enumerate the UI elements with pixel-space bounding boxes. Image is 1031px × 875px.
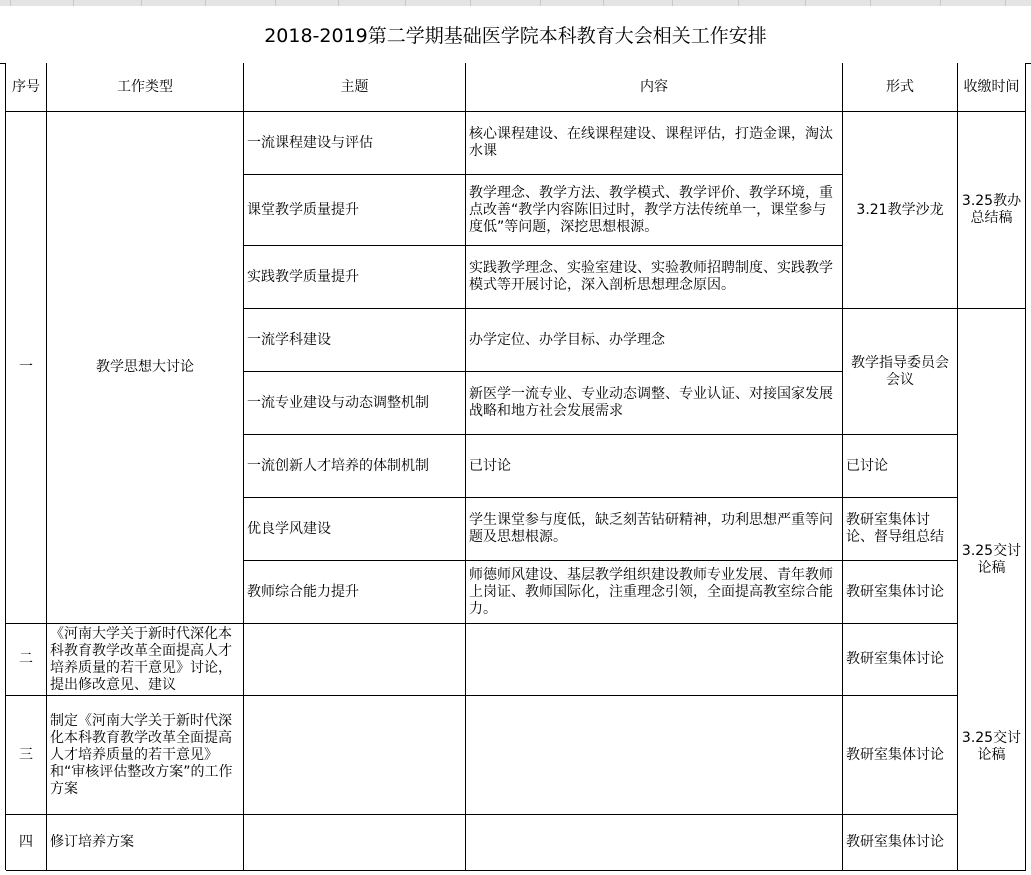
form-dept-4: 教研室集体讨论 [843, 815, 958, 871]
group-type-2: 《河南大学关于新时代深化本科教育教学改革全面提高人才培养质量的若干意见》讨论，提出修改意见、建议 [47, 624, 244, 696]
sheet-title: 2018-2019第二学期基础医学院本科教育大会相关工作安排 [0, 6, 1031, 64]
header-deadline: 收缴时间 [958, 63, 1026, 112]
row-content-1: 核心课程建设、在线课程建设、课程评估，打造金课，淘汰水课 [466, 112, 843, 175]
header-topic: 主题 [244, 63, 466, 112]
row-topic-6: 一流创新人才培养的体制机制 [244, 435, 466, 498]
group-type-4: 修订培养方案 [47, 815, 244, 871]
form-salon: 3.21教学沙龙 [843, 112, 958, 309]
group-4-content-empty [466, 815, 843, 871]
deadline-3: 3.25交讨论稿 [958, 624, 1026, 871]
header-type: 工作类型 [47, 63, 244, 112]
row-content-8: 师德师风建设、基层教学组织建设教师专业发展、青年教师上岗证、教师国际化，注重理念引领，全面提高教室综合能力。 [466, 561, 843, 624]
header-form: 形式 [843, 63, 958, 112]
group-type-1: 教学思想大讨论 [47, 112, 244, 624]
group-seq-4: 四 [6, 815, 47, 871]
row-content-5: 新医学一流专业、专业动态调整、专业认证、对接国家发展战略和地方社会发展需求 [466, 372, 843, 435]
row-content-3: 实践教学理念、实验室建设、实验教师招聘制度、实践教学模式等开展讨论，深入剖析思想理念原因。 [466, 246, 843, 309]
row-content-4: 办学定位、办学目标、办学理念 [466, 309, 843, 372]
group-3-topic-empty [244, 696, 466, 815]
form-dept-supervise: 教研室集体讨论、督导组总结 [843, 498, 958, 561]
row-content-2: 教学理念、教学方法、教学模式、教学评价、教学环境，重点改善“教学内容陈旧过时，教学方法传统单一，课堂参与度低”等问题，深挖思想根源。 [466, 175, 843, 246]
row-topic-8: 教师综合能力提升 [244, 561, 466, 624]
deadline-2: 3.25交讨论稿 [958, 309, 1026, 811]
row-topic-3: 实践教学质量提升 [244, 246, 466, 309]
group-seq-3: 三 [6, 696, 47, 815]
group-2-content-empty [466, 624, 843, 696]
row-topic-5: 一流专业建设与动态调整机制 [244, 372, 466, 435]
group-type-3: 制定《河南大学关于新时代深化本科教育教学改革全面提高人才培养质量的若干意见》和“审核评估整改方案”的工作方案 [47, 696, 244, 815]
form-dept-2: 教研室集体讨论 [843, 624, 958, 696]
form-discussed: 已讨论 [843, 435, 958, 498]
row-topic-1: 一流课程建设与评估 [244, 112, 466, 175]
deadline-1: 3.25教办总结稿 [958, 112, 1026, 309]
row-topic-7: 优良学风建设 [244, 498, 466, 561]
header-seq: 序号 [6, 63, 47, 112]
group-3-content-empty [466, 696, 843, 815]
row-content-6: 已讨论 [466, 435, 843, 498]
header-content: 内容 [466, 63, 843, 112]
row-topic-4: 一流学科建设 [244, 309, 466, 372]
row-topic-2: 课堂教学质量提升 [244, 175, 466, 246]
form-dept-1: 教研室集体讨论 [843, 561, 958, 624]
form-committee: 教学指导委员会会议 [843, 309, 958, 435]
group-seq-1: 一 [6, 112, 47, 624]
form-dept-3: 教研室集体讨论 [843, 696, 958, 815]
group-2-topic-empty [244, 624, 466, 696]
group-4-topic-empty [244, 815, 466, 871]
group-seq-2: 二 [6, 624, 47, 696]
row-content-7: 学生课堂参与度低，缺乏刻苦钻研精神，功利思想严重等问题及思想根源。 [466, 498, 843, 561]
